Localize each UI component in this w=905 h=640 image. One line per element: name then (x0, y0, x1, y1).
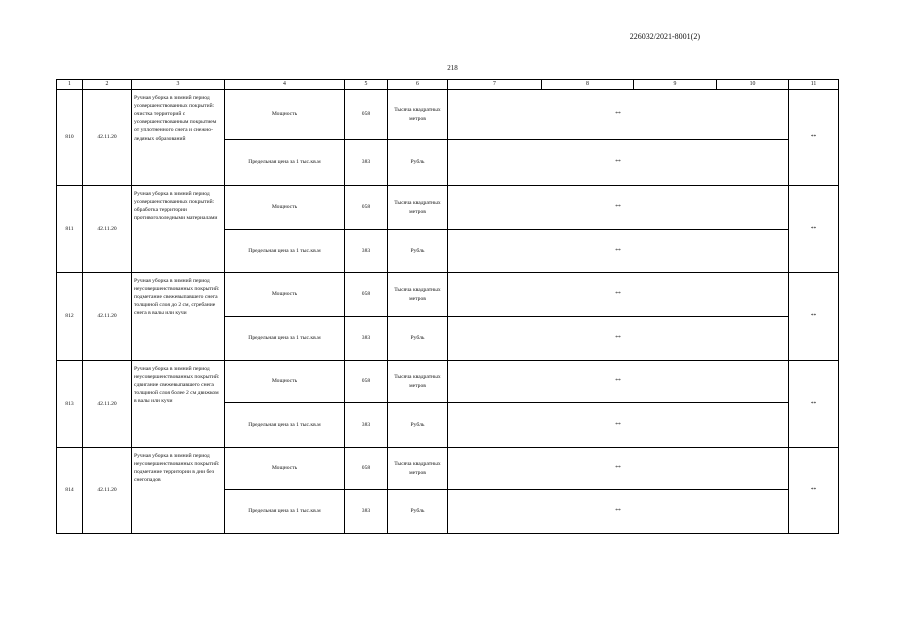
price-label: Предельная цена за 1 тыс.кв.м (225, 403, 345, 448)
okpd-code: 42.11.20 (83, 273, 132, 361)
price-unit-name: Рубль (388, 490, 448, 534)
table-row (57, 448, 839, 490)
capacity-unit-name: Тысяча квадратных метров (388, 186, 448, 230)
price-values: ** (448, 317, 789, 361)
column-11-value: ** (789, 273, 839, 361)
okpd-code: 42.11.20 (83, 186, 132, 273)
column-number-1: 1 (57, 80, 83, 90)
capacity-unit-name: Тысяча квадратных метров (388, 273, 448, 317)
column-number-5: 5 (345, 80, 388, 90)
price-label: Предельная цена за 1 тыс.кв.м (225, 317, 345, 361)
column-number-6: 6 (388, 80, 448, 90)
okpd-code: 42.11.20 (83, 448, 132, 534)
column-11-value: ** (789, 448, 839, 534)
capacity-unit-name: Тысяча квадратных метров (388, 361, 448, 403)
price-values: ** (448, 140, 789, 186)
capacity-label: Мощность (225, 361, 345, 403)
column-number-3: 3 (132, 80, 225, 90)
service-description: Ручная уборка в зимний период неусовершенствованных покрытий: подметание территории в дни без снегопадов (132, 448, 225, 534)
price-values: ** (448, 403, 789, 448)
column-number-10: 10 (717, 80, 789, 90)
row-number: 813 (57, 361, 83, 448)
row-number: 812 (57, 273, 83, 361)
service-description: Ручная уборка в зимний период усовершенствованных покрытий: обработка территории противогололедными материалами (132, 186, 225, 273)
service-description: Ручная уборка в зимний период неусовершенствованных покрытий: сдвигание свежевыпавшего снега толщиной слоя более 2 см движком в валы или кучи (132, 361, 225, 448)
capacity-unit-name: Тысяча квадратных метров (388, 90, 448, 140)
capacity-values: ** (448, 186, 789, 230)
capacity-values: ** (448, 448, 789, 490)
price-unit-code: 383 (345, 140, 388, 186)
table-row (57, 186, 839, 230)
price-unit-name: Рубль (388, 230, 448, 273)
table-row (57, 90, 839, 140)
price-unit-code: 383 (345, 403, 388, 448)
capacity-label: Мощность (225, 186, 345, 230)
price-unit-name: Рубль (388, 317, 448, 361)
column-11-value: ** (789, 90, 839, 186)
page-number: 218 (447, 64, 458, 72)
column-11-value: ** (789, 361, 839, 448)
table-row (57, 273, 839, 317)
capacity-values: ** (448, 90, 789, 140)
price-unit-name: Рубль (388, 140, 448, 186)
row-number: 814 (57, 448, 83, 534)
column-number-11: 11 (789, 80, 839, 90)
column-number-8: 8 (542, 80, 634, 90)
service-description: Ручная уборка в зимний период неусовершенствованных покрытий: подметание свежевыпавшего снега толщиной слоя до 2 см, сгребание снега в валы или кучи (132, 273, 225, 361)
price-label: Предельная цена за 1 тыс.кв.м (225, 230, 345, 273)
capacity-values: ** (448, 273, 789, 317)
capacity-unit-code: 058 (345, 273, 388, 317)
capacity-unit-name: Тысяча квадратных метров (388, 448, 448, 490)
capacity-values: ** (448, 361, 789, 403)
column-number-2: 2 (83, 80, 132, 90)
column-number-9: 9 (634, 80, 717, 90)
capacity-unit-code: 058 (345, 361, 388, 403)
capacity-unit-code: 058 (345, 90, 388, 140)
row-number: 811 (57, 186, 83, 273)
capacity-unit-code: 058 (345, 186, 388, 230)
column-number-7: 7 (448, 80, 542, 90)
price-values: ** (448, 230, 789, 273)
service-description: Ручная уборка в зимний период усовершенствованных покрытий: очистка территорий с усовершенствованным покрытием от уплотненного снега и снежно-ледяных образований (132, 90, 225, 186)
okpd-code: 42.11.20 (83, 361, 132, 448)
price-unit-code: 383 (345, 230, 388, 273)
column-number-row (57, 80, 839, 90)
price-label: Предельная цена за 1 тыс.кв.м (225, 140, 345, 186)
column-11-value: ** (789, 186, 839, 273)
price-unit-name: Рубль (388, 403, 448, 448)
price-label: Предельная цена за 1 тыс.кв.м (225, 490, 345, 534)
capacity-label: Мощность (225, 273, 345, 317)
column-number-4: 4 (225, 80, 345, 90)
capacity-unit-code: 058 (345, 448, 388, 490)
capacity-label: Мощность (225, 448, 345, 490)
capacity-label: Мощность (225, 90, 345, 140)
okpd-code: 42.11.20 (83, 90, 132, 186)
price-values: ** (448, 490, 789, 534)
document-registration-number: 226032/2021-8001(2) (629, 32, 700, 41)
row-number: 810 (57, 90, 83, 186)
price-unit-code: 383 (345, 317, 388, 361)
table-row (57, 361, 839, 403)
price-unit-code: 383 (345, 490, 388, 534)
price-table (56, 79, 839, 534)
